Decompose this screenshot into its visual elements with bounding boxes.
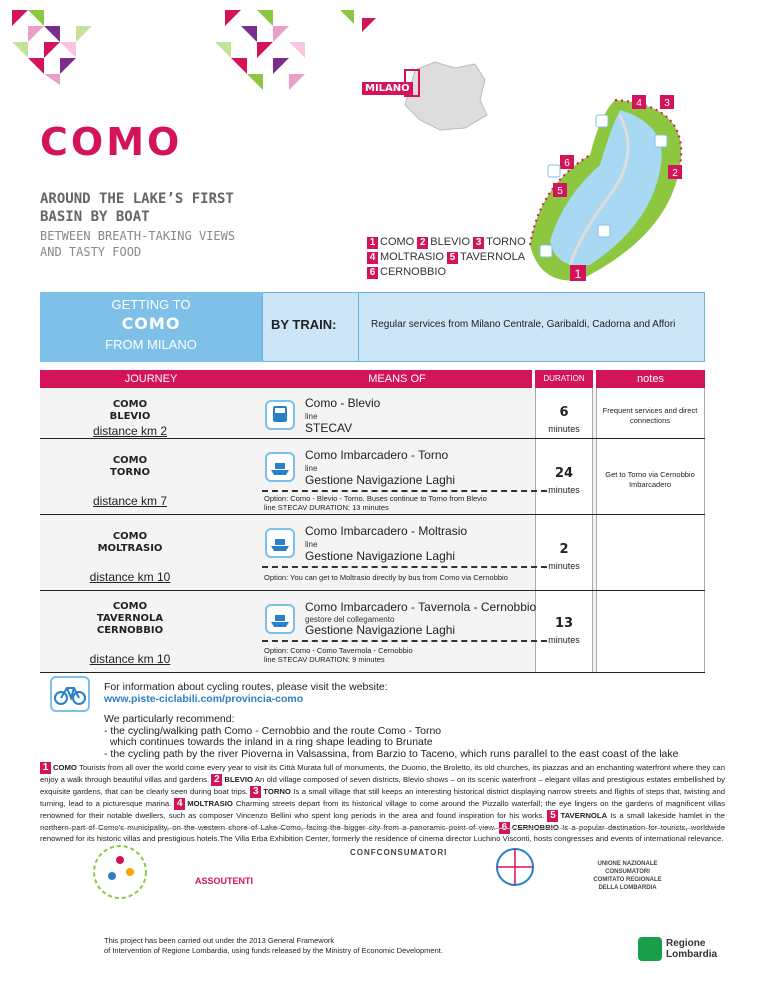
operator: Gestione Navigazione Laghi [305,623,456,637]
duration-value: 13 [554,616,574,631]
by-train-box [262,292,705,362]
desc-name: MOLTRASIO [187,799,233,808]
footer [104,936,443,956]
notes: Get to Torno via Cernobbio Imbarcadero [605,470,695,489]
duration-unit: minutes [548,561,580,571]
by-train-label: BY TRAIN: [271,317,337,332]
svg-text:6: 6 [564,158,570,169]
route-name: Como Imbarcadero - Torno [305,448,449,462]
getting-to-from: FROM MILANO [105,337,197,352]
getting-to-city: COMO [121,314,181,333]
getting-to-box [40,292,262,362]
divider [40,828,725,829]
header-notes: notes [596,370,705,388]
duration [535,405,593,434]
cycling-info-text: For information about cycling routes, please visit the website: [104,681,388,693]
description-paragraph [40,762,725,844]
duration [535,466,593,495]
destination-line: BLEVIO [109,411,151,422]
duration [535,542,593,571]
getting-to-label: GETTING TO [111,297,191,312]
line-label: line [305,464,318,473]
route-name: Como Imbarcadero - Moltrasio [305,524,468,538]
page-title: COMO [40,120,183,164]
cycling-info [104,681,388,705]
legend-num: 4 [367,252,378,264]
line-label: line [305,412,318,421]
footer-line: of Intervention of Regione Lombardia, using funds released by the Ministry of Economic Development. [104,946,443,955]
legend-item-torno: TORNO [486,236,526,248]
option-text: Option: Como - Como Tavernola - Cernobbio [264,646,413,655]
row-divider [40,590,705,591]
decorative-pattern-center [215,10,315,95]
lombardy-region-map [395,60,490,135]
regione-lombardia-text: Regione Lombardia [666,938,718,960]
assoutenti-logo: ASSOUTENTI [195,876,254,886]
legend-num: 6 [367,267,378,279]
line-label: gestore del collegamento [305,615,395,624]
city-label-milano: MILANO [362,82,413,95]
destination-line: CERNOBBIO [96,625,164,636]
route-name: Como - Blevio [305,396,381,410]
boat-icon [265,452,295,482]
duration-value: 24 [554,466,574,481]
distance: distance km 2 [92,424,168,438]
cycling-url-link[interactable]: www.piste-ciclabili.com/provincia-como [104,693,304,705]
desc-name: BLEVIO [224,775,254,784]
dashed-divider [262,566,547,568]
row-divider [40,438,705,439]
distance: distance km 7 [92,494,168,508]
duration-value: 6 [559,405,569,420]
svg-text:2: 2 [672,168,678,179]
destination-line: TORNO [110,467,150,478]
svg-text:4: 4 [636,98,642,109]
option-text: line STECAV DURATION: 9 minutes [264,655,385,664]
line-label: line [305,540,318,549]
decorative-pattern-right [340,10,390,35]
expo-logo [90,840,150,905]
legend-item-como: COMO [380,236,415,248]
destination-line: COMO [112,601,148,612]
recommend-item: which continues towards the inland in a ring shape leading to Brunate [104,736,433,748]
header-journey: JOURNEY [40,370,262,388]
desc-name: TAVERNOLA [560,811,608,820]
legend-num: 1 [367,237,378,249]
legend-item-blevio: BLEVIO [430,236,471,248]
recommend-item: - the cycling/walking path Como - Cernobbio and the route Como - Torno [104,724,442,737]
distance: distance km 10 [89,652,171,666]
duration-unit: minutes [548,424,580,434]
option-text: Option: You can get to Moltrasio directly by bus from Como via Cernobbio [264,573,508,582]
decorative-pattern-left [12,10,92,85]
boat-icon [265,528,295,558]
destination-line: MOLTRASIO [97,543,163,554]
operator: STECAV [305,421,353,435]
option-text: line STECAV DURATION: 13 minutes [264,503,389,512]
option-text: Option: Como - Blevio - Torno. Buses continue to Torno from Blevio [264,494,487,503]
bus-icon [265,400,295,430]
desc-num: 5 [547,810,558,822]
svg-text:1: 1 [574,267,582,281]
legend-item-tavernola: TAVERNOLA [460,251,526,263]
desc-num: 2 [211,774,222,786]
dashed-divider [262,490,547,492]
row-divider [40,514,705,515]
desc-text: Is a popular destination for tourists, worldwide renowned for its historic villas and prestigious hotels.The Villa Erba Exhibition Center, formerly the residence of cinema director Luchino Visconti, hosts congresses and events of international relevance. [40,823,725,843]
desc-num: 6 [499,822,510,834]
svg-text:3: 3 [664,98,670,109]
desc-num: 3 [250,786,261,798]
header-means: MEANS OF [262,370,532,388]
desc-name: TORNO [263,787,291,796]
route-name: Como Imbarcadero - Tavernola - Cernobbio [305,600,537,614]
dashed-divider [262,640,547,642]
desc-name: CERNOBBIO [511,823,559,832]
desc-text: An old village composed of seven districts, Blevio shows – on its scenic waterfront – elegant villas and prestigious estates embellished by exquisite gardens, that can be clearly seen during boat trips. [40,775,725,796]
cittadini-logo [490,845,540,890]
boat-icon [265,604,295,634]
operator: Gestione Navigazione Laghi [305,549,456,563]
notes: Frequent services and direct connections [602,406,698,425]
duration [535,616,593,645]
legend-num: 5 [447,252,458,264]
svg-text:5: 5 [557,186,563,197]
duration-unit: minutes [548,485,580,495]
duration-value: 2 [559,542,569,557]
footer-line: This project has been carried out under the 2013 General Framework [104,936,335,945]
legend-num: 3 [473,237,484,249]
recommendations [104,714,679,760]
header-duration: DURATION [535,370,593,388]
unione-consumatori-logo: UNIONE NAZIONALE CONSUMATORI COMITATO REGIONALE DELLA LOMBARDIA [593,861,662,891]
desc-text: Is a small lakeside hamlet in the northern part of Como’s municipality, on the western shore of Lake Como, facing the bigger city from a panoramic point of view. [40,811,725,832]
subtitle-bold: AROUND THE LAKE’S FIRST BASIN BY BOAT [40,191,234,225]
destination-line: COMO [112,531,148,542]
desc-num: 1 [40,762,51,774]
subtitle: BETWEEN BREATH-TAKING VIEWS AND TASTY FOOD [40,229,236,259]
confconsumatori-logo: CONFCONSUMATORI [350,848,448,857]
desc-text: Tourists from all over the world come every year to visit its Città Murata full of monuments, the Duomo, the Broletto, its old churches, its piazzas and an enchanting waterfront where they can enjoy a walk through beautiful villas and gardens. [40,763,725,784]
divider [358,293,359,361]
destination-line: TAVERNOLA [96,613,164,624]
duration-unit: minutes [548,635,580,645]
operator: Gestione Navigazione Laghi [305,473,456,487]
regione-lombardia-icon [638,937,662,961]
desc-text: Is a small village that still keeps an interesting historical district displaying narrow streets and flights of steps that, twisting and turning, lead to a picturesque marina. [40,787,725,808]
row-divider [40,672,705,673]
bicycle-icon [50,676,90,712]
regione-lombardia-logo [638,937,726,961]
recommend-title: We particularly recommend: [104,713,235,725]
desc-num: 4 [174,798,185,810]
map-legend [367,235,567,280]
legend-item-moltrasio: MOLTRASIO [380,251,444,263]
destination-line: COMO [112,455,148,466]
destination-line: COMO [112,399,148,410]
by-train-text: Regular services from Milano Centrale, Garibaldi, Cadorna and Affori [371,319,676,330]
distance: distance km 10 [89,570,171,584]
legend-num: 2 [417,237,428,249]
recommend-item: - the cycling path by the river Pioverna in Valsassina, from Barzio to Taceno, which runs parallel to the east coast of the lake [104,747,679,760]
legend-item-cernobbio: CERNOBBIO [380,266,447,278]
desc-text: Charming streets depart from its historical village to come around the Pizzallo waterfall; the eye lingers on the gardens of magnificent villas renowned for their notable dwellers, such as composer Vincenzo Bellini who spent long periods in the area and found inspiration for his works. [40,799,725,820]
desc-name: COMO [53,763,77,772]
